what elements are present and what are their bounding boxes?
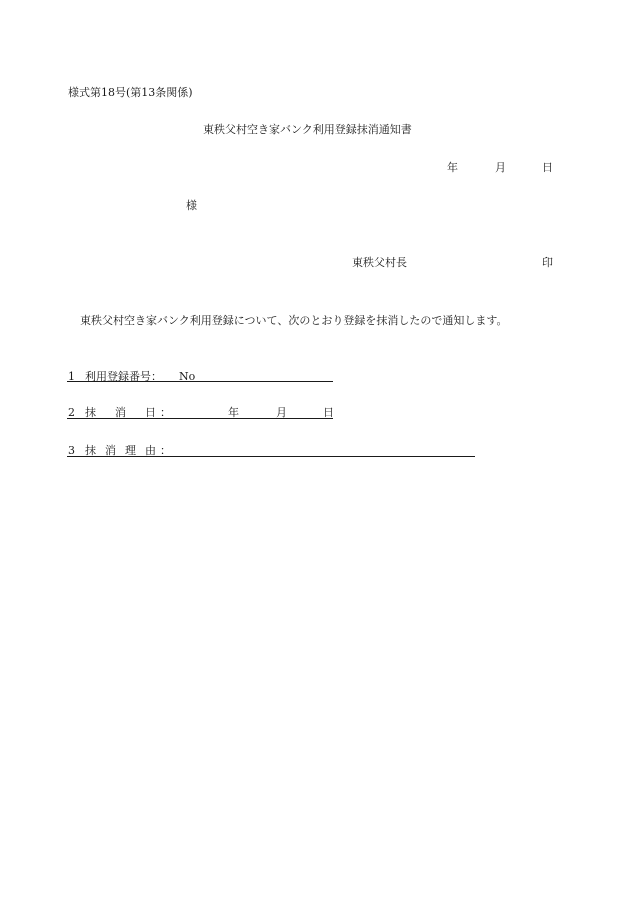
recipient-honorific: 様 <box>186 199 197 212</box>
item-1-label: 利用登録番号： <box>85 370 162 383</box>
item-3-label-char: 消 <box>105 444 116 457</box>
item-2-label-char: 日 <box>145 406 156 419</box>
issue-date-year: 年 <box>447 161 458 174</box>
sender-title: 東秩父村長 <box>352 256 407 269</box>
issue-date-month: 月 <box>495 161 506 174</box>
issue-date-day: 日 <box>542 161 553 174</box>
cancel-date-year: 年 <box>228 406 239 419</box>
form-number: 様式第18号(第13条関係) <box>68 86 193 99</box>
item-1-number: 1 <box>68 370 75 383</box>
item-3-label-char: 由 <box>145 444 156 457</box>
item-2-label-char: 消 <box>115 406 126 419</box>
cancel-date-day: 日 <box>323 406 334 419</box>
item-2-number: 2 <box>68 406 75 419</box>
item-3-label-char: 理 <box>125 444 136 457</box>
item-2-label-char: 抹 <box>85 406 96 419</box>
item-2-colon: ： <box>160 406 171 419</box>
seal-mark: 印 <box>542 256 553 269</box>
registration-number-prefix: No <box>179 370 196 383</box>
cancel-date-month: 月 <box>276 406 287 419</box>
item-3-number: 3 <box>68 444 75 457</box>
document-title: 東秩父村空き家バンク利用登録抹消通知書 <box>203 123 412 136</box>
item-3-colon: ： <box>160 444 171 457</box>
item-2-underline <box>67 418 333 419</box>
body-text: 東秩父村空き家バンク利用登録について、次のとおり登録を抹消したので通知します。 <box>80 314 508 327</box>
item-3-label-char: 抹 <box>85 444 96 457</box>
